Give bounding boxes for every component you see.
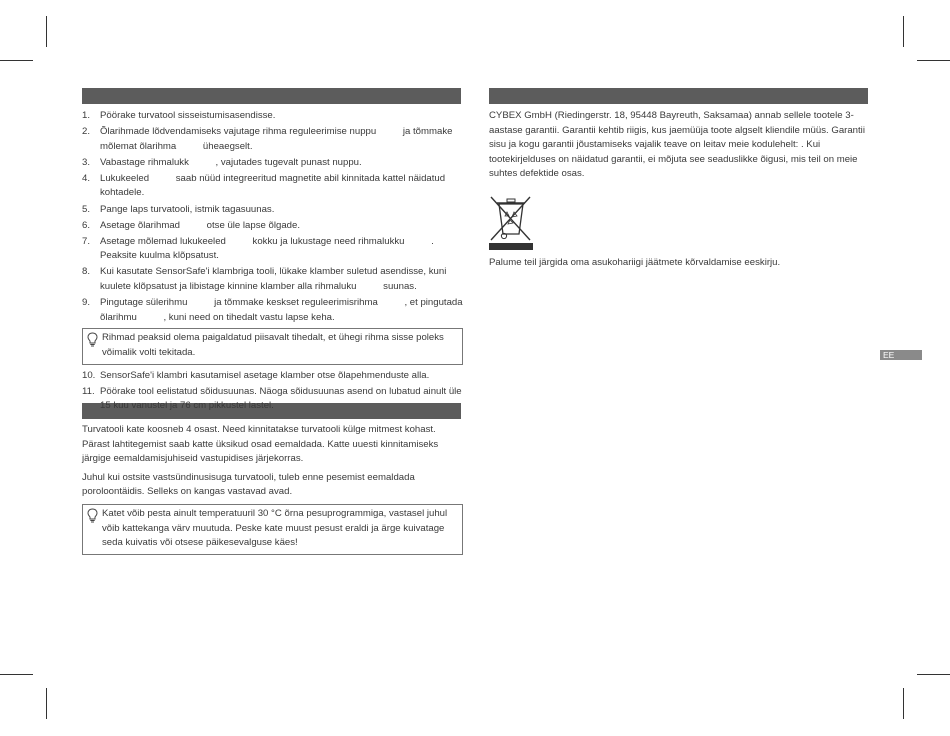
lightbulb-icon xyxy=(87,332,98,347)
note-box-washing xyxy=(82,504,463,555)
note-text: Rihmad peaksid olema paigaldatud piisavalt tihedalt, et ühegi rihma sisse poleks võimalik volti tekitada. xyxy=(102,332,444,358)
crop-mark xyxy=(917,60,950,61)
instruction-step xyxy=(82,385,463,414)
step-text: Pingutage sülerihmu ja tõmmake keskset reguleerimisrihma , et pingutada õlarihmu , kuni need on tihedalt vastu lapse keha. xyxy=(100,297,466,323)
note-box-strap-tightness xyxy=(82,328,463,364)
step-number: 11. xyxy=(82,385,95,397)
instruction-step xyxy=(82,369,463,384)
step-text: Kui kasutate SensorSafe'i klambriga tooli, lükake klamber suletud asendisse, kuni kuulete klõpsatust ja libistage kinnine klamber alla rihmaluku suunas. xyxy=(100,266,449,293)
step-number: 6. xyxy=(82,219,91,231)
step-number: 3. xyxy=(82,156,91,168)
crossed-out-wheelie-bin-icon xyxy=(488,192,534,251)
lightbulb-icon xyxy=(87,508,98,523)
step-text: Pöörake tool eelistatud sõidusuunas. Näoga sõidusuunas asend on lubatud ainult üle 15 kuu vanustel ja 76 cm pikkustel lastel. xyxy=(100,385,465,412)
step-number: 7. xyxy=(82,235,91,247)
step-text: Asetage õlarihmad otse üle lapse õlgade. xyxy=(100,219,300,231)
section-heading-bar-warranty xyxy=(489,88,868,104)
step-number: 1. xyxy=(82,110,91,121)
steps-list-b xyxy=(82,369,463,414)
step-text: Pöörake turvatool sisseistumisasendisse. xyxy=(100,110,276,121)
step-text: SensorSafe'i klambri kasutamisel asetage klamber otse õlapehmenduste alla. xyxy=(100,369,430,381)
crop-mark xyxy=(0,674,33,675)
disposal-paragraph: Palume teil järgida oma asukohariigi jäätmete kõrvaldamise eeskirju. xyxy=(489,257,781,268)
instruction-step xyxy=(82,156,463,171)
instruction-step xyxy=(82,235,463,264)
step-text: Asetage mõlemad lukukeeled kokku ja lukustage need rihmalukku . Peaksite kuulma klõpsatust. xyxy=(100,235,437,262)
harness-instructions xyxy=(82,109,466,415)
instruction-step xyxy=(82,172,463,201)
instruction-step xyxy=(82,109,463,124)
crop-mark xyxy=(46,16,47,47)
step-number: 8. xyxy=(82,266,91,278)
instruction-step xyxy=(82,203,463,218)
language-tab-badge: EE xyxy=(880,350,922,360)
warranty-section xyxy=(489,109,870,186)
crop-mark xyxy=(917,674,950,675)
step-number: 10. xyxy=(82,369,96,381)
instruction-step xyxy=(82,125,463,154)
step-text: Pange laps turvatooli, istmik tagasuunas. xyxy=(100,203,275,215)
section-heading-bar-harness xyxy=(82,88,461,104)
cover-care-section xyxy=(82,423,463,559)
step-text: Õlarihmade lõdvendamiseks vajutage rihma reguleerimise nuppu ja tõmmake mõlemat õlarihma üheaegselt. xyxy=(100,126,456,152)
warranty-paragraph: CYBEX GmbH (Riedingerstr. 18, 95448 Bayreuth, Saksamaa) annab sellele tootele 3-aastase garantii. Garantii kehtib riigis, kus jaemüüja toote algselt kliendile müüs. Garantii sisu ja kogu garantii jõustamiseks vajalik teave on leitav meie kodulehelt: . Kui tootekirjelduses on näidatud garantii, ei mõjuta see seaduslikke õigusi, mis teil on meie suhtes defektide osas. xyxy=(489,110,865,180)
steps-list-a xyxy=(82,109,466,325)
crop-mark xyxy=(46,688,47,719)
step-text: Vabastage rihmalukk , vajutades tugevalt punast nuppu. xyxy=(100,156,362,168)
step-number: 2. xyxy=(82,126,91,138)
crop-mark xyxy=(0,60,33,61)
instruction-step xyxy=(82,265,463,294)
disposal-section xyxy=(489,256,870,275)
crop-mark xyxy=(903,16,904,47)
care-paragraph: Juhul kui ostsite vastsündinusisuga turvatooli, tuleb enne pesemist eemaldada poroloontäidis. Selleks on kangas vastavad avad. xyxy=(82,471,415,498)
instruction-step xyxy=(82,219,463,234)
care-paragraph: Turvatooli kate koosneb 4 osast. Need kinnitatakse turvatooli külge mitmest kohast. Pärast lahtitegemist saab katte üksikud osad eemaldada. Katte uuesti kinnitamiseks järgige eemaldamisjuhiseid vastupidises järjekorras. xyxy=(82,424,439,465)
step-number: 5. xyxy=(82,203,91,215)
step-text: Lukukeeled saab nüüd integreeritud magnetite abil kinnitada kattel näidatud kohtadele. xyxy=(100,172,448,199)
crop-mark xyxy=(903,688,904,719)
note-text: Katet võib pesta ainult temperatuuril 30 °C õrna pesuprogrammiga, vastasel juhul võib kattekanga värv muutuda. Peske kate muust pesust eraldi ja ärge kuivatage seda kuivatis või otsese päikesevalguse käes! xyxy=(102,507,448,549)
instruction-step xyxy=(82,296,466,325)
step-number: 4. xyxy=(82,172,91,184)
step-number: 9. xyxy=(82,297,91,309)
